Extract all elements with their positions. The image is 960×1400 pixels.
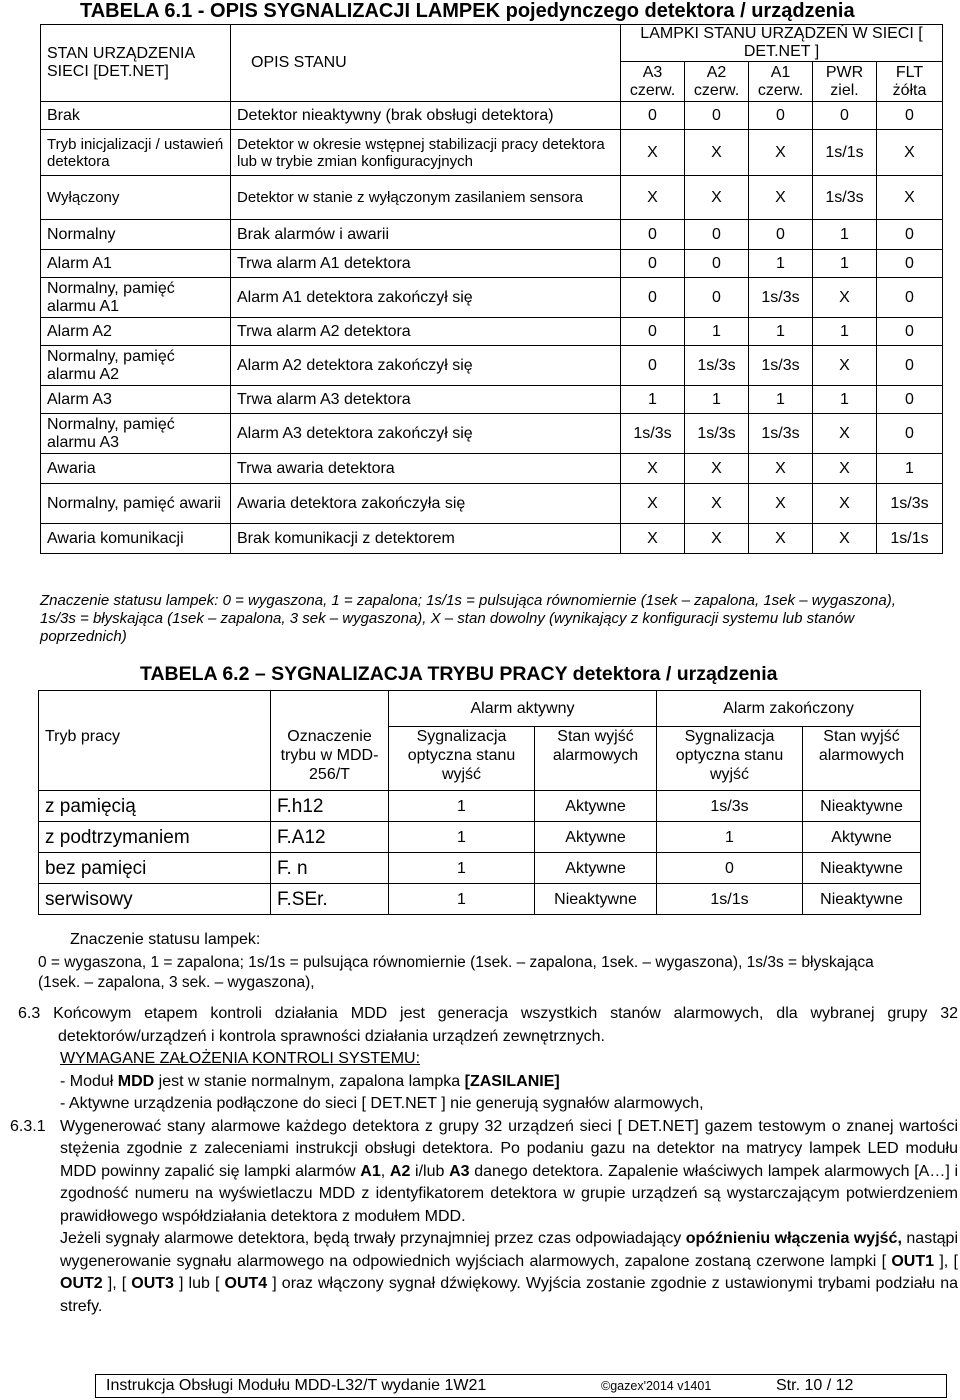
group-alarm-active: Alarm aktywny — [389, 691, 657, 727]
operating-mode-table — [38, 690, 921, 915]
lamp-value: X — [685, 176, 749, 220]
header-state: STAN URZĄDZENIA SIECI [DET.NET] — [41, 25, 231, 102]
row-description: Detektor w okresie wstępnej stabilizacji pracy detektora lub w trybie zmian konfiguracyjnych — [231, 130, 621, 176]
lamp-value: X — [685, 524, 749, 554]
table-row — [41, 102, 943, 130]
lamp-value: 0 — [877, 386, 943, 414]
row-value: Aktywne — [535, 822, 657, 853]
row-description: Alarm A3 detektora zakończył się — [231, 414, 621, 454]
lamp-value: 0 — [621, 250, 685, 278]
row-value: Nieaktywne — [535, 884, 657, 915]
row-state: Awaria — [41, 454, 231, 484]
row-state: Alarm A1 — [41, 250, 231, 278]
lamp-value: 0 — [685, 278, 749, 318]
lamp-value: 1s/3s — [749, 414, 813, 454]
lamp-value: 1 — [749, 386, 813, 414]
lamp-value: X — [813, 278, 877, 318]
row-description: Alarm A2 detektora zakończył się — [231, 346, 621, 386]
lamp-value: X — [621, 524, 685, 554]
table-row — [41, 414, 943, 454]
lamp-value: 0 — [877, 102, 943, 130]
row-state: Normalny — [41, 220, 231, 250]
lamp-value: 1 — [813, 318, 877, 346]
table-row — [41, 176, 943, 220]
lamp-value: X — [877, 176, 943, 220]
out2-label: OUT2 — [60, 1275, 103, 1292]
lamp-value: X — [877, 130, 943, 176]
paragraph-6-3: 6.3 Końcowym etapem kontroli działania MDD jest generacja wszystkich stanów alarmowych, dla wybranej grupy 32 detektorów/urządzeń i kontrola sprawności działania urządzeń zewnętrznych. — [18, 1005, 958, 1045]
table-row — [41, 346, 943, 386]
row-description: Brak komunikacji z detektorem — [231, 524, 621, 554]
out3-label: OUT3 — [131, 1275, 174, 1292]
p632-delay: opóźnieniu włączenia wyjść, — [685, 1230, 902, 1247]
row-description: Awaria detektora zakończyła się — [231, 484, 621, 524]
lamp-value: 1s/3s — [813, 176, 877, 220]
lamp-value: 0 — [621, 220, 685, 250]
row-value: Nieaktywne — [803, 853, 921, 884]
req1-text-c: jest w stanie normalnym, zapalona lampka — [154, 1072, 465, 1090]
table-row — [41, 386, 943, 414]
page-footer — [95, 1374, 947, 1398]
row-mode-code: F.h12 — [271, 791, 389, 822]
lamp-value: 0 — [685, 250, 749, 278]
lamp-value: 1s/3s — [621, 414, 685, 454]
table-row — [41, 318, 943, 346]
row-state: Alarm A2 — [41, 318, 231, 346]
row-description: Brak alarmów i awarii — [231, 220, 621, 250]
lamp-value: X — [749, 524, 813, 554]
section-6-3 — [10, 1003, 958, 1318]
lamp-value: 1 — [813, 250, 877, 278]
row-value: 1 — [657, 822, 803, 853]
requirement-1 — [10, 1071, 958, 1094]
req1-zasilanie: [ZASILANIE] — [464, 1072, 560, 1090]
table-row — [41, 454, 943, 484]
p631-text-b: , — [380, 1162, 390, 1180]
requirement-2: - Aktywne urządzenia podłączone do sieci [ DET.NET ] nie generują sygnałów alarmowych, — [60, 1095, 704, 1112]
footer-page-number: Str. 10 / 12 — [776, 1377, 854, 1394]
table-row — [41, 250, 943, 278]
table-row — [39, 884, 921, 915]
p632-text-e: ], [ — [102, 1275, 132, 1292]
lamp-value: 1s/3s — [749, 278, 813, 318]
row-value: 1 — [389, 884, 535, 915]
row-state: Tryb inicjalizacji / ustawień detektora — [41, 130, 231, 176]
table-row — [41, 130, 943, 176]
table2-legend: 0 = wygaszona, 1 = zapalona; 1s/1s = pulsująca równomiernie (1sek. – zapalona, 1sek. – wygaszona), 1s/3s = błyskająca (1sek. – zapalona, 3 sek. – wygaszona), — [38, 954, 874, 991]
p632-text-f: ] lub [ — [173, 1275, 225, 1292]
row-description: Detektor nieaktywny (brak obsługi detektora) — [231, 102, 621, 130]
lamp-value: 1s/1s — [877, 524, 943, 554]
header-mode: Tryb pracy — [39, 727, 271, 791]
row-value: 1s/3s — [657, 791, 803, 822]
row-state: Normalny, pamięć alarmu A1 — [41, 278, 231, 318]
lamp-value: 1 — [685, 318, 749, 346]
lamp-value: 0 — [621, 102, 685, 130]
lamp-value: 1 — [877, 454, 943, 484]
p632-text-c: nastąpi wygenerowanie sygnału alarmowego na odpowiednich wyjściach alarmowych, zapalone zostaną czerwone lampki [ — [60, 1230, 958, 1270]
lamp-status-table — [40, 24, 943, 554]
row-description: Detektor w stanie z wyłączonym zasilaniem sensora — [231, 176, 621, 220]
header-col-pwr: PWR ziel. — [813, 62, 877, 102]
p632-text-d: ], [ — [934, 1252, 958, 1270]
row-value: 1s/1s — [657, 884, 803, 915]
p631-text-a: Wygenerować stany alarmowe każdego detektora z grupy 32 urządzeń sieci [ DET.NET] gazem testowym o znanej wartości stężenia zgodnie z zaleceniami instrukcji obsługi detektora. Po podaniu gazu na detektor na matrycy lampek LED modułu MDD powinny zapalić się lampki alarmów — [60, 1117, 958, 1180]
paragraph-output-delay — [10, 1228, 958, 1318]
group-alarm-ended: Alarm zakończony — [657, 691, 921, 727]
table-row — [39, 822, 921, 853]
row-state: Brak — [41, 102, 231, 130]
lamp-value: 0 — [877, 414, 943, 454]
p632-text-g: ] oraz włączony sygnał dźwiękowy. Wyjścia zostanie zgodnie z ustawionymi trybami podziału na strefy. — [60, 1275, 958, 1315]
lamp-value: 0 — [621, 318, 685, 346]
p631-a3: A3 — [449, 1162, 470, 1180]
header-code: Oznaczenie trybu w MDD-256/T — [271, 727, 389, 791]
lamp-value: X — [621, 454, 685, 484]
row-mode-code: F.SEr. — [271, 884, 389, 915]
lamp-value: 1 — [685, 386, 749, 414]
lamp-value: X — [813, 454, 877, 484]
lamp-value: 1s/3s — [749, 346, 813, 386]
lamp-value: X — [749, 130, 813, 176]
table1-title: TABELA 6.1 - OPIS SYGNALIZACJI LAMPEK pojedynczego detektora / urządzenia — [80, 0, 855, 22]
row-state: Normalny, pamięć awarii — [41, 484, 231, 524]
header-col-a1: A1 czerw. — [749, 62, 813, 102]
lamp-value: 1 — [813, 386, 877, 414]
header-col-a2: A2 czerw. — [685, 62, 749, 102]
table2-title: TABELA 6.2 – SYGNALIZACJA TRYBU PRACY detektora / urządzenia — [140, 663, 778, 685]
lamp-value: 1s/3s — [685, 414, 749, 454]
lamp-value: X — [749, 176, 813, 220]
header-description: OPIS STANU — [231, 25, 621, 102]
lamp-value: X — [685, 454, 749, 484]
lamp-value: X — [685, 130, 749, 176]
row-state: Alarm A3 — [41, 386, 231, 414]
lamp-value: 1 — [749, 318, 813, 346]
lamp-value: 1s/1s — [813, 130, 877, 176]
row-description: Trwa alarm A2 detektora — [231, 318, 621, 346]
p632-text-a: Jeżeli sygnały alarmowe detektora, będą trwały przynajmniej przez czas odpowiadający — [60, 1230, 686, 1247]
p631-text-c: i/lub — [410, 1162, 450, 1180]
header-ended-signal: Sygnalizacja optyczna stanu wyjść — [657, 727, 803, 791]
lamp-value: X — [813, 484, 877, 524]
row-description: Trwa alarm A1 detektora — [231, 250, 621, 278]
row-description: Alarm A1 detektora zakończył się — [231, 278, 621, 318]
table-row — [39, 853, 921, 884]
row-mode: z podtrzymaniem — [39, 822, 271, 853]
row-mode: bez pamięci — [39, 853, 271, 884]
row-mode-code: F. n — [271, 853, 389, 884]
lamp-value: 0 — [877, 250, 943, 278]
row-description: Trwa alarm A3 detektora — [231, 386, 621, 414]
lamp-value: X — [685, 484, 749, 524]
row-value: Nieaktywne — [803, 791, 921, 822]
header-col-a3: A3 czerw. — [621, 62, 685, 102]
header-ended-outputs: Stan wyjść alarmowych — [803, 727, 921, 791]
footer-copyright: ©gazex'2014 v1401 — [601, 1379, 712, 1393]
lamp-value: X — [749, 454, 813, 484]
lamp-value: X — [621, 484, 685, 524]
lamp-value: 0 — [685, 102, 749, 130]
lamp-value: 0 — [877, 278, 943, 318]
header-active-signal: Sygnalizacja optyczna stanu wyjść — [389, 727, 535, 791]
lamp-value: X — [621, 176, 685, 220]
lamp-value: 0 — [749, 220, 813, 250]
lamp-value: 0 — [877, 346, 943, 386]
lamp-value: X — [621, 130, 685, 176]
lamp-value: 1s/3s — [877, 484, 943, 524]
row-state: Wyłączony — [41, 176, 231, 220]
table1-legend: Znaczenie statusu lampek: 0 = wygaszona, 1 = zapalona; 1s/1s = pulsująca równomiernie (1sek – zapalona, 1sek – wygaszona), 1s/3s = błyskająca (1sek – zapalona, 3 sek – wygaszona), X – stan dowolny (wynikający z konfiguracji systemu lub stanów poprzednich) — [40, 592, 896, 645]
lamp-value: 1s/3s — [685, 346, 749, 386]
lamp-value: X — [813, 414, 877, 454]
lamp-value: X — [813, 346, 877, 386]
row-mode: z pamięcią — [39, 791, 271, 822]
row-value: 1 — [389, 791, 535, 822]
lamp-value: 0 — [685, 220, 749, 250]
lamp-value: 0 — [621, 346, 685, 386]
lamp-value: 0 — [877, 318, 943, 346]
req1-text-a: - Moduł — [60, 1072, 118, 1090]
p631-a2: A2 — [389, 1162, 411, 1180]
out1-label: OUT1 — [891, 1252, 935, 1270]
table-row — [41, 484, 943, 524]
paragraph-6-3-1-number: 6.3.1 — [10, 1117, 46, 1135]
table-row — [41, 220, 943, 250]
requirements-heading: WYMAGANE ZAŁOŻENIA KONTROLI SYSTEMU: — [60, 1050, 421, 1067]
row-state: Normalny, pamięć alarmu A3 — [41, 414, 231, 454]
row-mode: serwisowy — [39, 884, 271, 915]
row-value: 1 — [389, 853, 535, 884]
header-active-outputs: Stan wyjść alarmowych — [535, 727, 657, 791]
row-description: Trwa awaria detektora — [231, 454, 621, 484]
lamp-value: 0 — [749, 102, 813, 130]
row-mode-code: F.A12 — [271, 822, 389, 853]
row-state: Awaria komunikacji — [41, 524, 231, 554]
lamp-value: 1 — [749, 250, 813, 278]
lamp-value: 0 — [813, 102, 877, 130]
header-lamps: LAMPKI STANU URZĄDZEŃ W SIECI [ DET.NET ] — [621, 25, 943, 62]
lamp-value: 0 — [621, 278, 685, 318]
table-row — [41, 524, 943, 554]
lamp-value: X — [813, 524, 877, 554]
row-value: 1 — [389, 822, 535, 853]
row-value: Nieaktywne — [803, 884, 921, 915]
header-col-flt: FLT żółta — [877, 62, 943, 102]
row-value: Aktywne — [803, 822, 921, 853]
out4-label: OUT4 — [224, 1275, 268, 1292]
footer-title: Instrukcja Obsługi Modułu MDD-L32/T wydanie 1W21 — [106, 1377, 487, 1394]
row-state: Normalny, pamięć alarmu A2 — [41, 346, 231, 386]
req1-mdd: MDD — [117, 1072, 155, 1090]
lamp-value: 0 — [877, 220, 943, 250]
row-value: 0 — [657, 853, 803, 884]
p631-a1: A1 — [360, 1162, 381, 1180]
row-value: Aktywne — [535, 853, 657, 884]
row-value: Aktywne — [535, 791, 657, 822]
lamp-value: 1 — [621, 386, 685, 414]
lamp-value: 1 — [813, 220, 877, 250]
paragraph-6-3-1 — [10, 1116, 958, 1229]
table-row — [39, 791, 921, 822]
table2-legend-heading: Znaczenie statusu lampek: — [70, 931, 261, 948]
p631-text-d: danego detektora. Zapalenie właściwych lampek alarmowych [A…] i zgodność numeru na wyświetlaczu MDD z identyfikatorem detektora w grupie urządzeń są wystarczającym potwierdzeniem prawidłowego współdziałania detektora z modułem MDD. — [60, 1162, 959, 1225]
table-row — [41, 278, 943, 318]
lamp-value: X — [749, 484, 813, 524]
